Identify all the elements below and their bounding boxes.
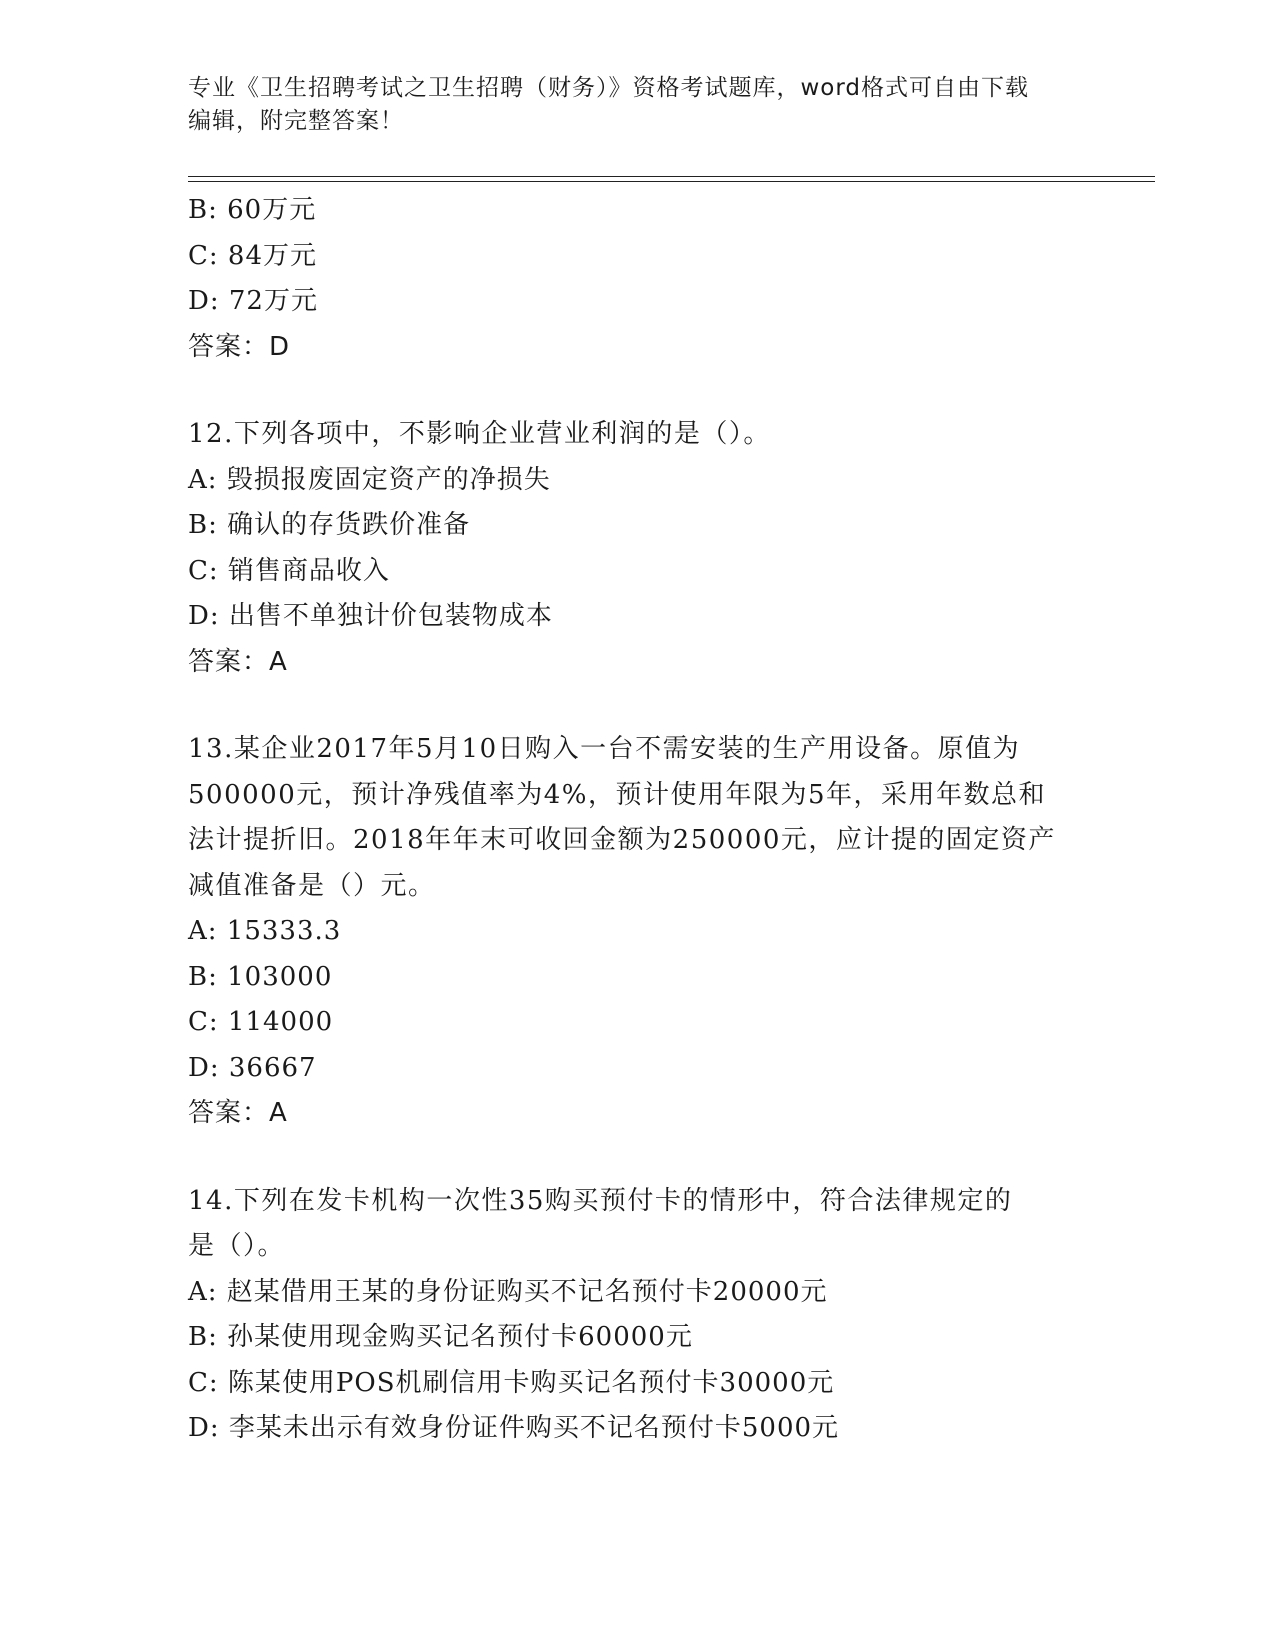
question-stem: 12.下列各项中，不影响企业营业利润的是（）。 [188,419,771,449]
option-b: B: 孙某使用现金购买记名预付卡60000元 [188,1322,693,1352]
question-13 [188,727,1088,1137]
spacer [188,685,1088,727]
header-line-1: 专业《卫生招聘考试之卫生招聘（财务）》资格考试题库，word格式可自由下载 [188,75,1030,101]
question-stem-line-1: 13.某企业2017年5月10日购入一台不需安装的生产用设备。原值为 [188,734,1021,764]
question-11-tail [188,188,1088,370]
header-line-2: 编辑，附完整答案！ [188,108,404,134]
spacer [188,1137,1088,1179]
question-list [188,188,1088,1452]
answer: 答案：A [188,646,288,677]
option-c: C: 陈某使用POS机刷信用卡购买记名预付卡30000元 [188,1367,835,1398]
question-stem-line-3: 法计提折旧。2018年年末可收回金额为250000元，应计提的固定资产 [188,825,1056,855]
option-b: B: 确认的存货跌价准备 [188,510,471,540]
option-a: A: 毁损报废固定资产的净损失 [188,464,551,495]
spacer [188,370,1088,412]
option-b: B: 103000 [188,961,333,992]
question-stem-line-2: 是（）。 [188,1231,286,1261]
question-stem-line-1: 14.下列在发卡机构一次性35购买预付卡的情形中，符合法律规定的 [188,1185,1013,1216]
option-d: D: 36667 [188,1052,317,1083]
option-d: D: 李某未出示有效身份证件购买不记名预付卡5000元 [188,1413,840,1443]
option-b: B: 60万元 [188,195,317,225]
option-c: C: 84万元 [188,240,318,271]
option-a: A: 赵某借用王某的身份证购买不记名预付卡20000元 [188,1276,828,1307]
option-d: D: 72万元 [188,286,318,316]
option-c: C: 114000 [188,1007,334,1037]
option-a: A: 15333.3 [188,916,342,946]
question-stem-line-2: 500000元，预计净残值率为4%，预计使用年限为5年，采用年数总和 [188,779,1047,810]
question-stem-line-4: 减值准备是（）元。 [188,870,436,901]
option-d: D: 出售不单独计价包装物成本 [188,601,553,631]
header-divider-top [188,176,1155,177]
header-divider-bottom [188,181,1155,182]
question-14 [188,1179,1088,1452]
answer: 答案：A [188,1098,288,1128]
option-c: C: 销售商品收入 [188,555,390,586]
document-header [188,72,1088,138]
question-12 [188,412,1088,685]
answer: 答案：D [188,331,291,362]
